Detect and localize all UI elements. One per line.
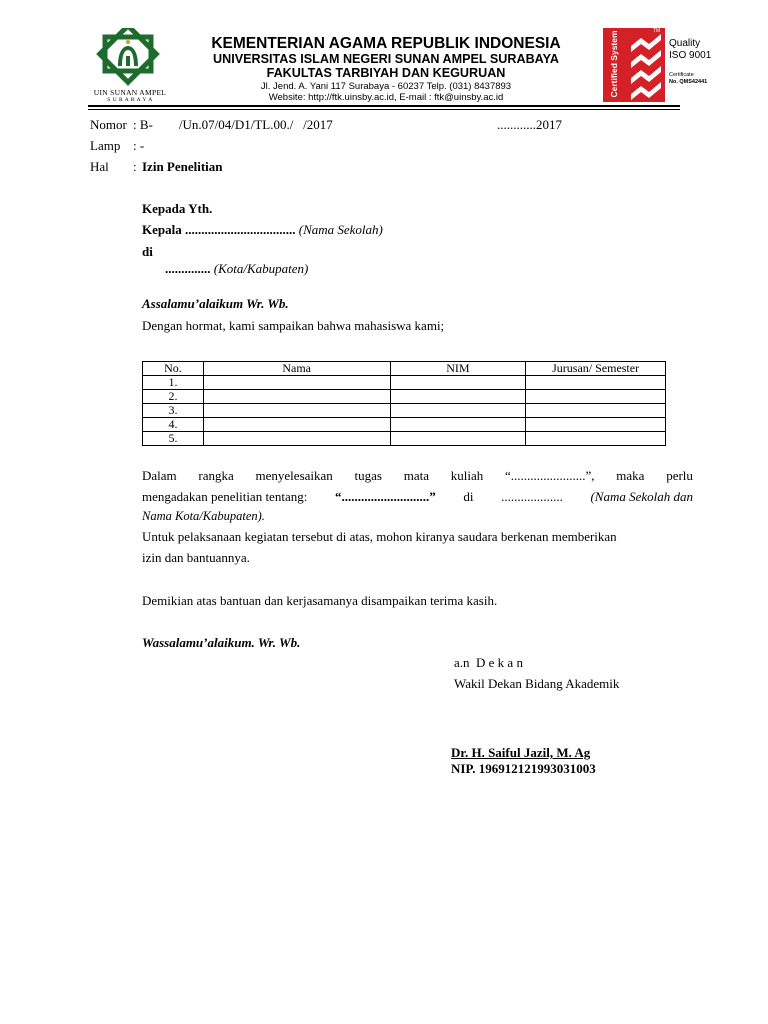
- table-cell-no: 5.: [143, 432, 204, 446]
- word: Dalam: [142, 468, 177, 483]
- table-cell: [390, 376, 526, 390]
- table-cell: [526, 404, 666, 418]
- table-header-cell: Nama: [203, 362, 390, 376]
- para1-text-a: mengadakan penelitian tentang:: [142, 489, 308, 504]
- hal-colon: :: [133, 159, 137, 174]
- header-university: UNIVERSITAS ISLAM NEGERI SUNAN AMPEL SURABAYA: [213, 52, 559, 66]
- table-header-cell: Jurusan/ Semester: [526, 362, 666, 376]
- lamp-label: Lamp: [90, 138, 121, 153]
- recipient-kepala-text: Kepala ..................................: [142, 222, 296, 237]
- logo-subtext: S U R A B A Y A: [107, 97, 153, 103]
- recipient-kota-note: (Kota/Kabupaten): [213, 261, 309, 276]
- table-cell: [390, 390, 526, 404]
- signature-an: a.n D e k a n: [454, 655, 523, 670]
- header-ministry: KEMENTERIAN AGAMA REPUBLIK INDONESIA: [211, 35, 561, 52]
- word: kuliah: [450, 468, 484, 483]
- table-cell: [203, 418, 390, 432]
- table-header-cell: NIM: [390, 362, 526, 376]
- hal-value: Izin Penelitian: [142, 159, 223, 174]
- signature-nip: NIP. 196912121993031003: [451, 761, 596, 776]
- table-cell: [203, 404, 390, 418]
- signature-name: Dr. H. Saiful Jazil, M. Ag: [451, 745, 591, 760]
- header-faculty: FAKULTAS TARBIYAH DAN KEGURUAN: [266, 66, 506, 80]
- table-cell-no: 3.: [143, 404, 204, 418]
- word: maka: [616, 468, 645, 483]
- table-cell-no: 4.: [143, 418, 204, 432]
- paragraph-1-line-3: Nama Kota/Kabupaten).: [142, 509, 265, 523]
- recipient-kepada: Kepada Yth.: [142, 201, 213, 216]
- word: rangka: [198, 468, 234, 483]
- cert-quality: Quality: [669, 38, 701, 49]
- signature-role: Wakil Dekan Bidang Akademik: [454, 676, 620, 691]
- table-cell: [203, 432, 390, 446]
- table-cell: [390, 418, 526, 432]
- paragraph-2-line-1: Untuk pelaksanaan kegiatan tersebut di atas, mohon kiranya saudara berkenan memberikan: [142, 529, 617, 544]
- recipient-kepala: [142, 222, 383, 238]
- header-divider-thin: [88, 109, 680, 110]
- university-logo: [88, 28, 172, 106]
- table-cell: [390, 404, 526, 418]
- table-header-row: [143, 362, 666, 376]
- paragraph-1-line-1: [142, 468, 693, 484]
- word: menyelesaikan: [255, 468, 333, 483]
- hal-label: Hal: [90, 159, 109, 174]
- table-row: [143, 432, 666, 446]
- recipient-di: di: [142, 244, 153, 259]
- table-cell: [526, 390, 666, 404]
- closing-greeting: Wassalamu’alaikum. Wr. Wb.: [142, 635, 301, 650]
- uin-emblem-icon: [88, 28, 172, 90]
- header-divider-thick: [88, 105, 680, 107]
- table-cell: [203, 390, 390, 404]
- check-marks-icon: [627, 32, 663, 100]
- paragraph-1-line-2: [142, 489, 693, 505]
- recipient-kota-dots: ..............: [165, 261, 211, 276]
- lamp-value: : -: [133, 138, 145, 153]
- paragraph-3: Demikian atas bantuan dan kerjasamanya disampaikan terima kasih.: [142, 593, 498, 608]
- recipient-kota: [165, 261, 308, 277]
- table-cell: [390, 432, 526, 446]
- cert-tm: TM: [653, 28, 661, 34]
- table-row: [143, 390, 666, 404]
- table-header-cell: No.: [143, 362, 204, 376]
- paragraph-2-line-2: izin dan bantuannya.: [142, 550, 250, 565]
- table-cell-no: 1.: [143, 376, 204, 390]
- table-cell: [526, 432, 666, 446]
- cert-iso: ISO 9001: [669, 50, 712, 61]
- intro-text: Dengan hormat, kami sampaikan bahwa mahasiswa kami;: [142, 318, 445, 333]
- header-address: Jl. Jend. A. Yani 117 Surabaya - 60237 Telp. (031) 8437893: [260, 81, 512, 92]
- word: perlu: [666, 468, 693, 483]
- students-table: [142, 361, 666, 446]
- nomor-value: : B- /Un.07/04/D1/TL.00./ /2017: [133, 117, 333, 132]
- table-row: [143, 376, 666, 390]
- greeting: Assalamu’alaikum Wr. Wb.: [142, 296, 289, 311]
- table-cell: [526, 376, 666, 390]
- para1-text-d: ...................: [501, 489, 563, 504]
- cert-number: No. QMS42441: [669, 79, 708, 85]
- nomor-label: Nomor: [90, 117, 127, 132]
- cert-side-text: Certified System: [609, 30, 619, 98]
- table-row: [143, 418, 666, 432]
- table-cell: [203, 376, 390, 390]
- iso-certification-badge: [603, 28, 712, 104]
- table-cell: [526, 418, 666, 432]
- word: “.......................”,: [505, 468, 595, 483]
- header-website: Website: http://ftk.uinsby.ac.id, E-mail : ftk@uinsby.ac.id: [268, 92, 504, 103]
- recipient-kepala-note: (Nama Sekolah): [298, 222, 383, 237]
- word: mata: [403, 468, 429, 483]
- para1-text-e: (Nama Sekolah dan: [590, 489, 693, 504]
- para1-text-c: di: [463, 489, 474, 504]
- table-cell-no: 2.: [143, 390, 204, 404]
- letter-date: ............2017: [497, 117, 562, 132]
- table-row: [143, 404, 666, 418]
- logo-text: UIN SUNAN AMPEL: [93, 88, 167, 97]
- cert-label: Certificate: [669, 72, 694, 78]
- word: tugas: [354, 468, 382, 483]
- para1-text-b: “...........................”: [334, 489, 436, 504]
